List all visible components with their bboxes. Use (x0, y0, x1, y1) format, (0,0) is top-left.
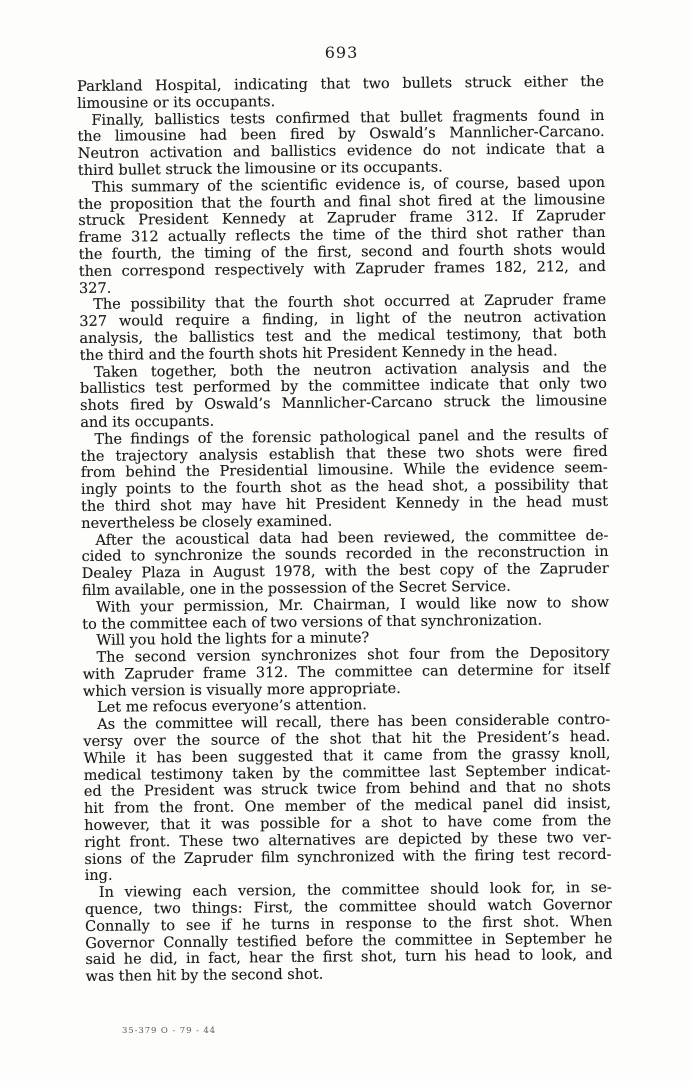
text-line: ed the President was struck twice from behind and that no shots (83, 779, 611, 801)
text-line: This summary of the scientific evidence is, of course, based upon (91, 174, 606, 196)
paragraph (82, 595, 609, 634)
text-line: the trajectory analysis establish that these two shots were fired (80, 443, 608, 465)
text-line: limousine or its occupants. (77, 93, 276, 112)
text-line: ingly points to the fourth shot as the head shot, a possibility that (80, 477, 608, 499)
text-line: nevertheless be closely examined. (81, 513, 333, 532)
text-line: the third and the fourth shots hit President Kennedy in the head. (79, 343, 558, 364)
text-line: hit from the front. One member of the medical panel did insist, (83, 796, 612, 818)
text-body (77, 74, 613, 986)
text-line: Connally to see if he turns in response to the first shot. When (85, 913, 613, 935)
text-line: and its occupants. (80, 413, 215, 431)
text-line: Finally, ballistics tests confirmed that bullet fragments found in (91, 107, 605, 129)
text-line: then correspond respectively with Zapruder frames 182, 212, and (78, 258, 606, 280)
paragraph (81, 527, 609, 599)
paragraph (77, 108, 605, 180)
text-line: analysis, the ballistics test and the medical testimony, that both (79, 325, 607, 347)
text-line: Will you hold the lights for a minute? (96, 630, 370, 650)
text-line: sions of the Zapruder film synchronized with the firing test record- (84, 846, 612, 868)
text-line: Parkland Hospital, indicating that two bullets struck either the (77, 73, 605, 95)
text-line: ing. (84, 868, 113, 885)
paragraph (82, 645, 609, 700)
text-line: which version is visually more appropriate. (82, 680, 401, 700)
text-line: Let me refocus everyone’s attention. (96, 697, 367, 717)
text-line: quence, two things: First, the committee should watch Governor (84, 896, 613, 919)
text-line: versy over the source of the shot that hit the President’s head. (83, 728, 611, 751)
text-line: right front. These two alternatives are depicted by these two ver- (84, 829, 612, 851)
text-line: the fourth, the timing of the first, second and fourth shots would (78, 241, 606, 263)
text-line: the third shot may have hit President Kennedy in the head must (81, 493, 609, 515)
text-line: cided to synchronize the sounds recorded in the reconstruction in (81, 544, 609, 566)
text-line: shots fired by Oswald’s Mannlicher-Carcano struck the limousine (80, 393, 608, 415)
text-line: was then hit by the second shot. (85, 966, 324, 986)
text-line: In viewing each version, the committee should look for, in se- (98, 880, 612, 902)
text-line: The findings of the forensic pathological panel and the results of (94, 426, 608, 448)
paragraph (80, 359, 608, 431)
text-line: Neutron activation and ballistics evidence do not indicate that a (77, 141, 605, 163)
text-line: With your permission, Mr. Chairman, I would like now to show (95, 594, 610, 616)
text-line: 327. (78, 280, 112, 297)
text-line: After the acoustical data had been reviewed, the committee de- (95, 527, 609, 549)
text-line: however, that it was possible for a shot to have come from the (84, 812, 612, 835)
text-line: the limousine had been fired by Oswald’s Mannlicher-Carcano. (77, 124, 605, 146)
text-line: film available, one in the possession of the Secret Service. (81, 578, 511, 599)
text-line: Governor Connally testified before the committee in September he (85, 930, 613, 952)
text-line: with Zapruder frame 312. The committee can determine for itself (82, 661, 610, 683)
print-code: 35-379 O - 79 - 44 (122, 1026, 216, 1036)
text-line: 327 would require a finding, in light of the neutron activation (79, 309, 607, 331)
text-line: The possibility that the fourth shot occurred at Zapruder frame (93, 292, 607, 314)
text-line: struck President Kennedy at Zapruder frame 312. If Zapruder (78, 208, 606, 230)
text-line: third bullet struck the limousine or its occupants. (77, 159, 443, 179)
text-line: frame 312 actually reflects the time of the third shot rather than (78, 225, 606, 247)
paragraph (77, 74, 604, 113)
text-line: to the committee each of two versions of that synchronization. (82, 612, 543, 633)
text-line: Taken together, both the neutron activation analysis and the (93, 359, 607, 381)
text-line: While it has been suggested that it came from the grassy knoll, (83, 745, 611, 767)
text-line: the proposition that the fourth and final shot fired at the limousine (78, 191, 606, 213)
paragraph (79, 292, 607, 364)
paragraph (83, 712, 612, 885)
page-number: 693 (324, 43, 359, 62)
text-line: from behind the Presidential limousine. While the evidence seem- (80, 460, 608, 482)
text-line: Dealey Plaza in August 1978, with the best copy of the Zapruder (81, 561, 609, 583)
text-line: ballistics test performed by the committee indicate that only two (79, 376, 608, 398)
paragraph (85, 880, 613, 986)
text-line: said he did, in fact, hear the first shot, turn his head to look, and (85, 947, 613, 969)
text-line: medical testimony taken by the committee last September indicat- (83, 762, 611, 784)
paragraph (78, 175, 606, 298)
paragraph (80, 427, 608, 533)
text-line: As the committee will recall, there has been considerable contro- (97, 712, 611, 734)
text-line: The second version synchronizes shot four from the Depository (96, 645, 610, 666)
